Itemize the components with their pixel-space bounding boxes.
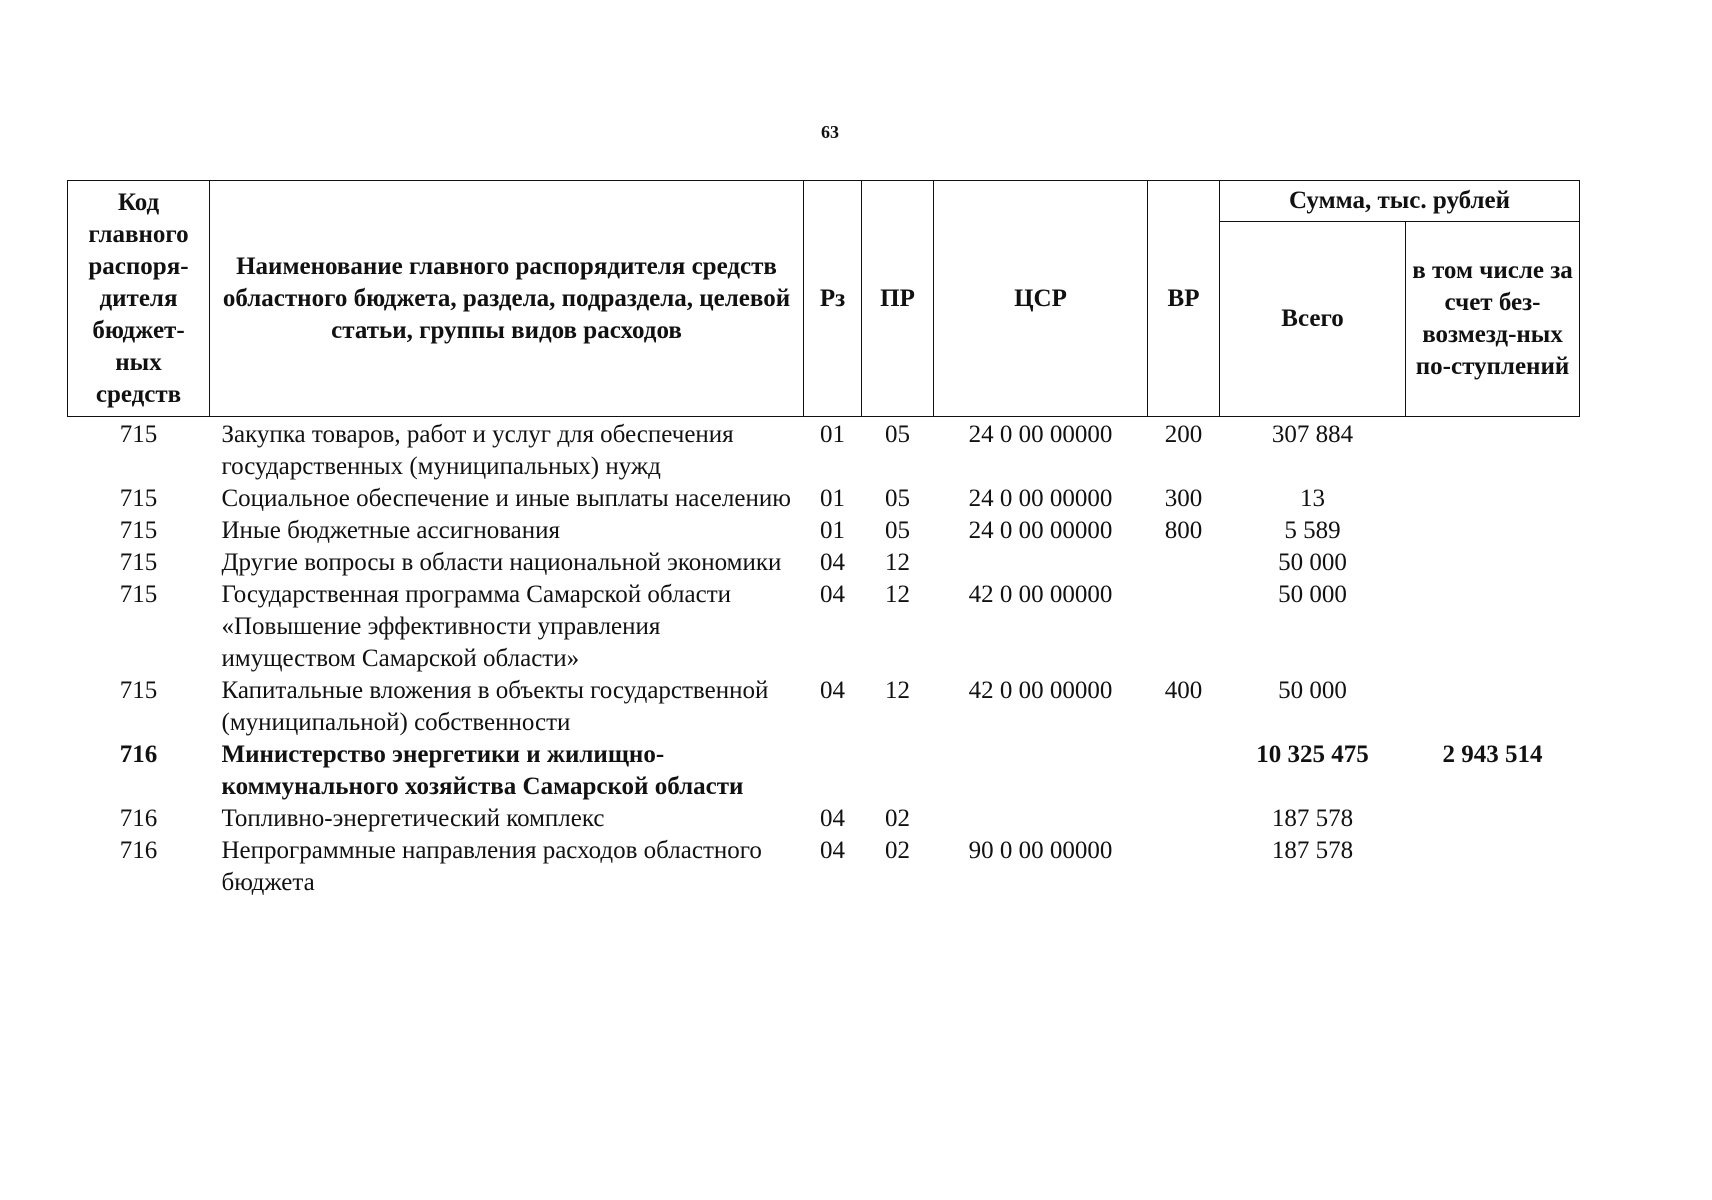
cell-pr: 02 xyxy=(885,805,910,832)
header-rz: Рз xyxy=(804,181,862,417)
cell-grants xyxy=(1406,417,1580,484)
cell-grants xyxy=(1406,547,1580,579)
cell-total: 187 578 xyxy=(1271,837,1354,864)
table-row xyxy=(68,547,1580,579)
cell-grants xyxy=(1406,483,1580,515)
cell-code: 715 xyxy=(119,581,158,608)
cell-grants xyxy=(1406,803,1580,835)
cell-name: Топливно-энергетический комплекс xyxy=(221,805,605,832)
cell-csr: 90 0 00 00000 xyxy=(968,837,1113,864)
cell-code: 715 xyxy=(119,517,158,544)
cell-name: Закупка товаров, работ и услуг для обеспечения государственных (муниципальных) нужд xyxy=(221,421,734,480)
cell-csr: 24 0 00 00000 xyxy=(968,421,1113,448)
cell-total: 13 xyxy=(1300,485,1325,512)
cell-name: Министерство энергетики и жилищно-коммунального хозяйства Самарской области xyxy=(221,741,744,800)
cell-total: 5 589 xyxy=(1284,517,1341,544)
cell-vr xyxy=(1148,547,1220,579)
cell-pr: 12 xyxy=(885,581,910,608)
cell-csr xyxy=(934,547,1148,579)
cell-rz: 01 xyxy=(820,485,845,512)
cell-pr: 02 xyxy=(885,837,910,864)
cell-rz: 04 xyxy=(820,581,845,608)
cell-vr xyxy=(1148,803,1220,835)
cell-pr: 12 xyxy=(885,549,910,576)
cell-grants xyxy=(1406,675,1580,739)
cell-csr: 42 0 00 00000 xyxy=(968,677,1113,704)
cell-rz: 04 xyxy=(820,549,845,576)
cell-grants xyxy=(1406,579,1580,675)
cell-name: Иные бюджетные ассигнования xyxy=(221,517,561,544)
cell-csr xyxy=(934,803,1148,835)
header-code: Код главного распоря-дителя бюджет-ных средств xyxy=(68,181,210,417)
cell-total: 50 000 xyxy=(1278,677,1347,704)
cell-rz: 04 xyxy=(820,805,845,832)
cell-total: 307 884 xyxy=(1271,421,1354,448)
cell-csr: 24 0 00 00000 xyxy=(968,485,1113,512)
cell-grants xyxy=(1406,515,1580,547)
header-sum: Сумма, тыс. рублей xyxy=(1220,181,1580,222)
cell-code: 716 xyxy=(119,741,158,768)
cell-pr: 05 xyxy=(885,421,910,448)
cell-code: 715 xyxy=(119,549,158,576)
cell-code: 716 xyxy=(119,837,158,864)
table-body xyxy=(68,417,1580,900)
cell-pr: 05 xyxy=(885,485,910,512)
header-total: Всего xyxy=(1220,222,1406,417)
cell-vr: 400 xyxy=(1164,677,1203,704)
cell-vr: 200 xyxy=(1164,421,1203,448)
cell-name: Капитальные вложения в объекты государственной (муниципальной) собственности xyxy=(221,677,769,736)
budget-table xyxy=(67,180,1580,899)
cell-grants: 2 943 514 xyxy=(1442,741,1543,768)
cell-csr: 42 0 00 00000 xyxy=(968,581,1113,608)
cell-vr xyxy=(1148,835,1220,899)
cell-rz: 04 xyxy=(820,837,845,864)
cell-code: 715 xyxy=(119,677,158,704)
cell-rz: 01 xyxy=(820,421,845,448)
header-vr: ВР xyxy=(1148,181,1220,417)
cell-total: 50 000 xyxy=(1278,581,1347,608)
cell-vr xyxy=(1148,739,1220,803)
cell-name: Социальное обеспечение и иные выплаты населению xyxy=(221,485,791,512)
cell-rz: 01 xyxy=(820,517,845,544)
cell-csr xyxy=(934,739,1148,803)
header-grants: в том числе за счет без-возмезд-ных по-ступлений xyxy=(1406,222,1580,417)
table-row xyxy=(68,675,1580,739)
table-row xyxy=(68,739,1580,803)
cell-code: 716 xyxy=(119,805,158,832)
cell-pr xyxy=(862,739,934,803)
cell-vr xyxy=(1148,579,1220,675)
header-pr: ПР xyxy=(862,181,934,417)
cell-total: 50 000 xyxy=(1278,549,1347,576)
header-csr: ЦСР xyxy=(934,181,1148,417)
table-row xyxy=(68,803,1580,835)
table-row xyxy=(68,483,1580,515)
cell-name: Непрограммные направления расходов областного бюджета xyxy=(221,837,762,896)
page-number: 63 xyxy=(821,122,839,142)
cell-pr: 05 xyxy=(885,517,910,544)
cell-csr: 24 0 00 00000 xyxy=(968,517,1113,544)
cell-pr: 12 xyxy=(885,677,910,704)
cell-vr: 800 xyxy=(1164,517,1203,544)
cell-rz: 04 xyxy=(820,677,845,704)
table-row xyxy=(68,515,1580,547)
cell-total: 187 578 xyxy=(1271,805,1354,832)
cell-vr: 300 xyxy=(1164,485,1203,512)
cell-grants xyxy=(1406,835,1580,899)
header-name: Наименование главного распорядителя средств областного бюджета, раздела, подраздела, целевой статьи, группы видов расходов xyxy=(210,181,804,417)
table-row xyxy=(68,579,1580,675)
cell-rz xyxy=(804,739,862,803)
cell-code: 715 xyxy=(119,485,158,512)
cell-name: Другие вопросы в области национальной экономики xyxy=(221,549,782,576)
table-row xyxy=(68,835,1580,899)
cell-total: 10 325 475 xyxy=(1256,741,1369,768)
cell-name: Государственная программа Самарской области «Повышение эффективности управления имуществом Самарской области» xyxy=(221,581,731,672)
table-row xyxy=(68,417,1580,484)
cell-code: 715 xyxy=(119,421,158,448)
